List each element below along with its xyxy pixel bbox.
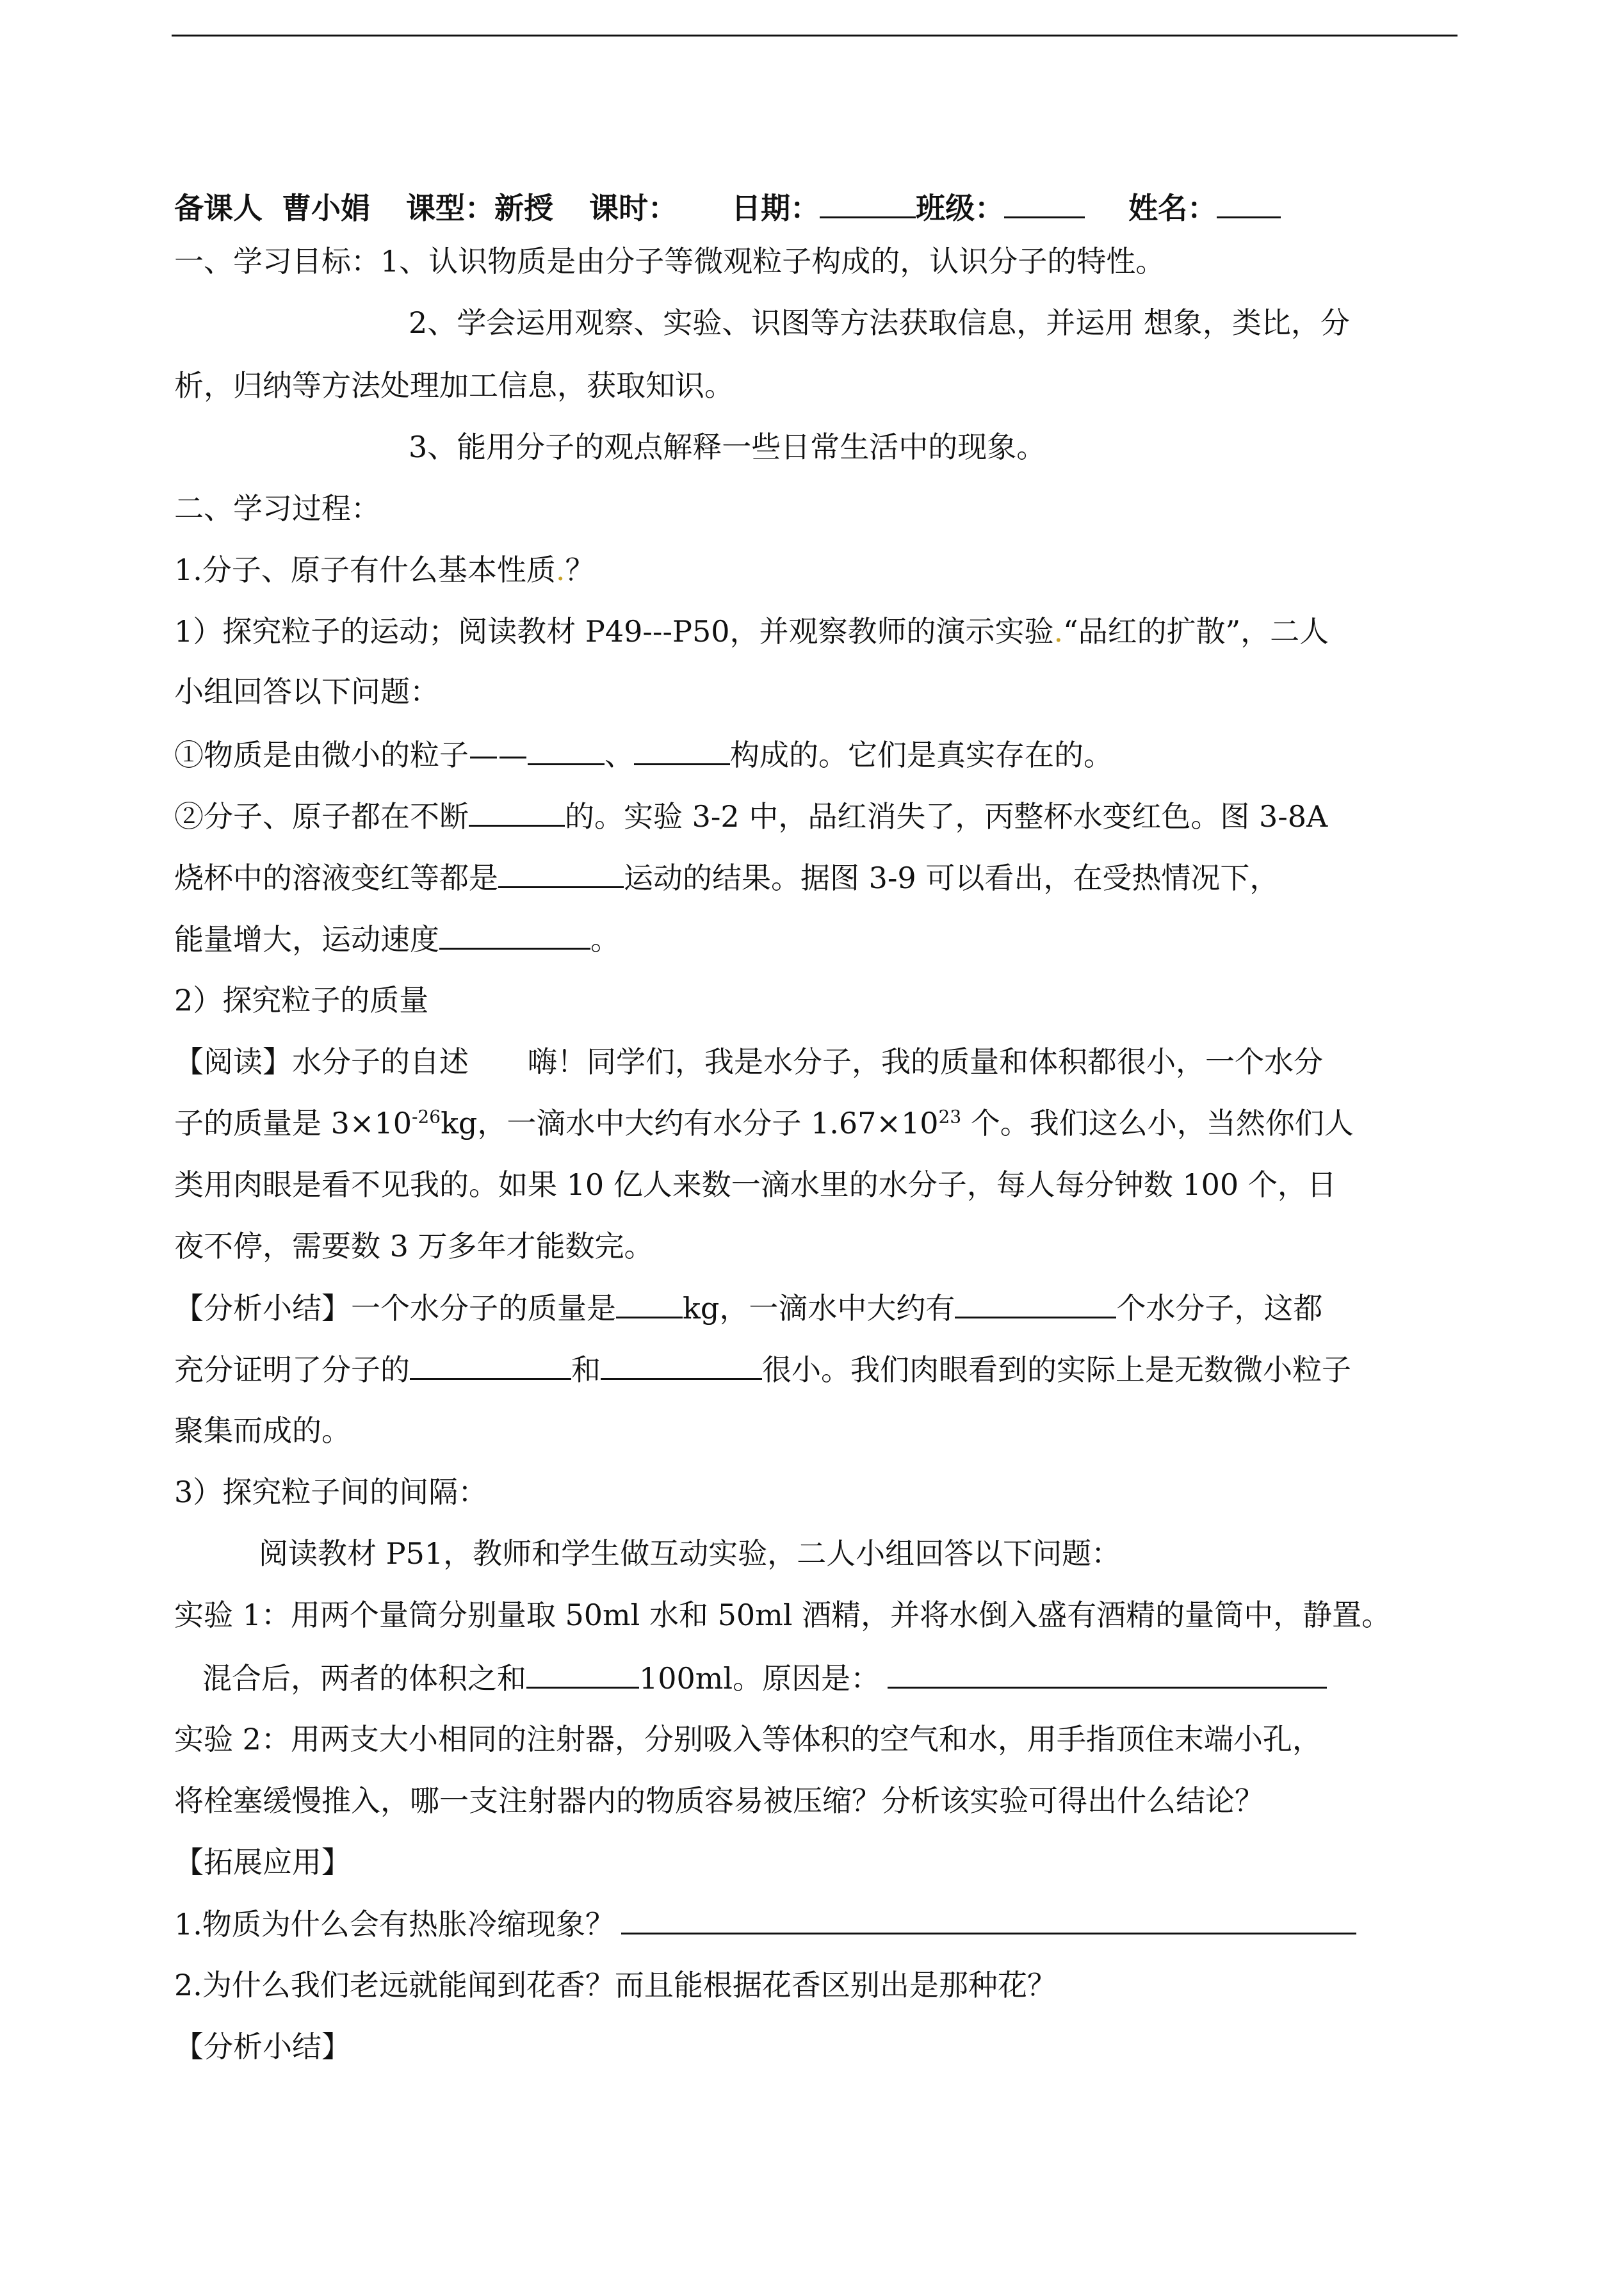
header-info-line [174, 188, 1461, 227]
mark-dot: . [1053, 614, 1064, 649]
objective-3: 3、能用分子的观点解释一些日常生活中的现象。 [409, 430, 1046, 464]
fill-1-blank-a[interactable] [528, 735, 605, 765]
summary-text-a1: 【分析小结】一个水分子的质量是 [174, 1291, 616, 1326]
process-title: 二、学习过程： [174, 491, 380, 526]
date-blank[interactable] [820, 188, 916, 218]
class-label: 班级： [916, 191, 1005, 225]
summary-line3: 聚集而成的。 [174, 1413, 351, 1448]
experiment-1-line2 [202, 1658, 1461, 1698]
extension-title: 【拓展应用】 [174, 1845, 351, 1879]
name-blank[interactable] [1217, 188, 1281, 218]
fill-1-text-b: 构成的。它们是真实存在的。 [730, 738, 1113, 772]
experiment-1-text-b2: 100ml。原因是： [639, 1661, 881, 1696]
experiment-2-line1: 实验 2：用两支大小相同的注射器，分别吸入等体积的空气和水，用手指顶住末端小孔， [174, 1722, 1322, 1756]
summary-text-b2: 和 [571, 1352, 601, 1387]
question-1-text: 1.分子、原子有什么基本性质 [174, 553, 556, 587]
reading-text-b3: 个。我们这么小，当然你们人 [961, 1106, 1354, 1140]
summary-blank-a[interactable] [410, 1350, 571, 1380]
question-1-tail: ？ [565, 553, 595, 587]
section-1-text-a: 1）探究粒子的运动；阅读教材 P49---P50，并观察教师的演示实验 [174, 614, 1054, 649]
mark-dot: . [555, 553, 565, 587]
periods-label: 课时： [589, 191, 678, 225]
reading-line1: 【阅读】水分子的自述 嗨！同学们，我是水分子，我的质量和体积都很小，一个水分 [174, 1044, 1323, 1079]
summary-blank-count[interactable] [955, 1288, 1116, 1318]
summary-blank-mass[interactable] [616, 1288, 683, 1318]
exponent-count: 23 [938, 1106, 962, 1128]
exponent-mass: -26 [411, 1106, 441, 1128]
experiment-1-line1: 实验 1：用两个量筒分别量取 50ml 水和 50ml 酒精，并将水倒入盛有酒精的量筒中，静置。 [174, 1598, 1392, 1632]
fill-2-blank-a[interactable] [469, 797, 565, 827]
name-label: 姓名： [1128, 191, 1217, 225]
reading-text-b2: kg，一滴水中大约有水分子 1.67×10 [441, 1106, 939, 1140]
experiment-1-blank-volume[interactable] [526, 1658, 639, 1689]
date-label: 日期： [731, 191, 820, 225]
section-2-title: 2）探究粒子的质量 [174, 983, 429, 1018]
fill-2-blank-c[interactable] [439, 920, 590, 950]
summary-text-b1: 充分证明了分子的 [174, 1352, 410, 1387]
summary-text-a3: 个水分子，这都 [1116, 1291, 1323, 1326]
reading-line3: 类用肉眼是看不见我的。如果 10 亿人来数一滴水里的水分子，每人每分钟数 100 个，日 [174, 1167, 1336, 1202]
summary-blank-b[interactable] [601, 1350, 762, 1380]
fill-2-line1 [174, 797, 1461, 836]
objective-2-line1: 2、学会运用观察、实验、识图等方法获取信息，并运用 想象，类比，分 [409, 305, 1350, 340]
lesson-type: 课型：新授 [406, 191, 554, 225]
section-1-line1 [174, 612, 1461, 651]
objectives-title: 一、学习目标：1、认识物质是由分子等微观粒子构成的，认识分子的特性。 [174, 244, 1165, 279]
extension-question-1-text: 1.物质为什么会有热胀冷缩现象？ [174, 1907, 615, 1942]
reading-line4: 夜不停，需要数 3 万多年才能数完。 [174, 1229, 654, 1263]
fill-2-line2 [174, 858, 1461, 897]
fill-2-line3 [174, 920, 1461, 959]
fill-2-text-f: 。 [590, 922, 620, 957]
fill-2-text-e: 能量增大，运动速度 [174, 922, 439, 957]
fill-1-blank-b[interactable] [634, 735, 730, 765]
extension-question-2: 2.为什么我们老远就能闻到花香？而且能根据花香区别出是那种花？ [174, 1968, 1057, 2002]
summary-line2 [174, 1350, 1461, 1389]
reading-line2 [174, 1104, 1461, 1142]
summary-line1 [174, 1288, 1461, 1327]
summary-text-a2: kg，一滴水中大约有 [683, 1291, 955, 1326]
fill-2-text-c: 烧杯中的溶液变红等都是 [174, 861, 498, 895]
fill-2-text-a: ②分子、原子都在不断 [174, 799, 469, 834]
extension-summary-title: 【分析小结】 [174, 2029, 351, 2064]
fill-2-text-b: 的。实验 3-2 中，品红消失了，丙整杯水变红色。图 3-8A [565, 799, 1328, 834]
fill-1-sep: 、 [605, 738, 634, 772]
class-blank[interactable] [1004, 188, 1085, 218]
experiment-1-blank-reason[interactable] [888, 1658, 1327, 1689]
fill-2-text-d: 运动的结果。据图 3-9 可以看出，在受热情况下， [624, 861, 1279, 895]
reading-text-b1: 子的质量是 3×10 [174, 1106, 412, 1140]
experiment-1-text-b1: 混合后，两者的体积之和 [202, 1661, 526, 1696]
summary-text-b3: 很小。我们肉眼看到的实际上是无数微小粒子 [762, 1352, 1351, 1387]
preparer-label: 备课人 [174, 191, 263, 225]
section-1-text-b: “品红的扩散”，二人 [1063, 614, 1329, 649]
preparer-name: 曹小娟 [282, 191, 371, 225]
section-3-intro: 阅读教材 P51，教师和学生做互动实验，二人小组回答以下问题： [259, 1536, 1121, 1571]
section-1-line2: 小组回答以下问题： [174, 674, 439, 709]
extension-question-1 [174, 1904, 1461, 1943]
objective-2-line2: 析，归纳等方法处理加工信息，获取知识。 [174, 368, 734, 403]
experiment-2-line2: 将栓塞缓慢推入，哪一支注射器内的物质容易被压缩？分析该实验可得出什么结论？ [174, 1783, 1264, 1818]
extension-question-1-blank[interactable] [621, 1904, 1356, 1934]
fill-1-text-a: ①物质是由微小的粒子—— [174, 738, 528, 772]
header-rule [172, 35, 1458, 36]
section-3-title: 3）探究粒子间的间隔： [174, 1475, 488, 1509]
question-1 [174, 551, 1461, 589]
fill-2-blank-b[interactable] [498, 858, 624, 888]
fill-1 [174, 735, 1461, 774]
